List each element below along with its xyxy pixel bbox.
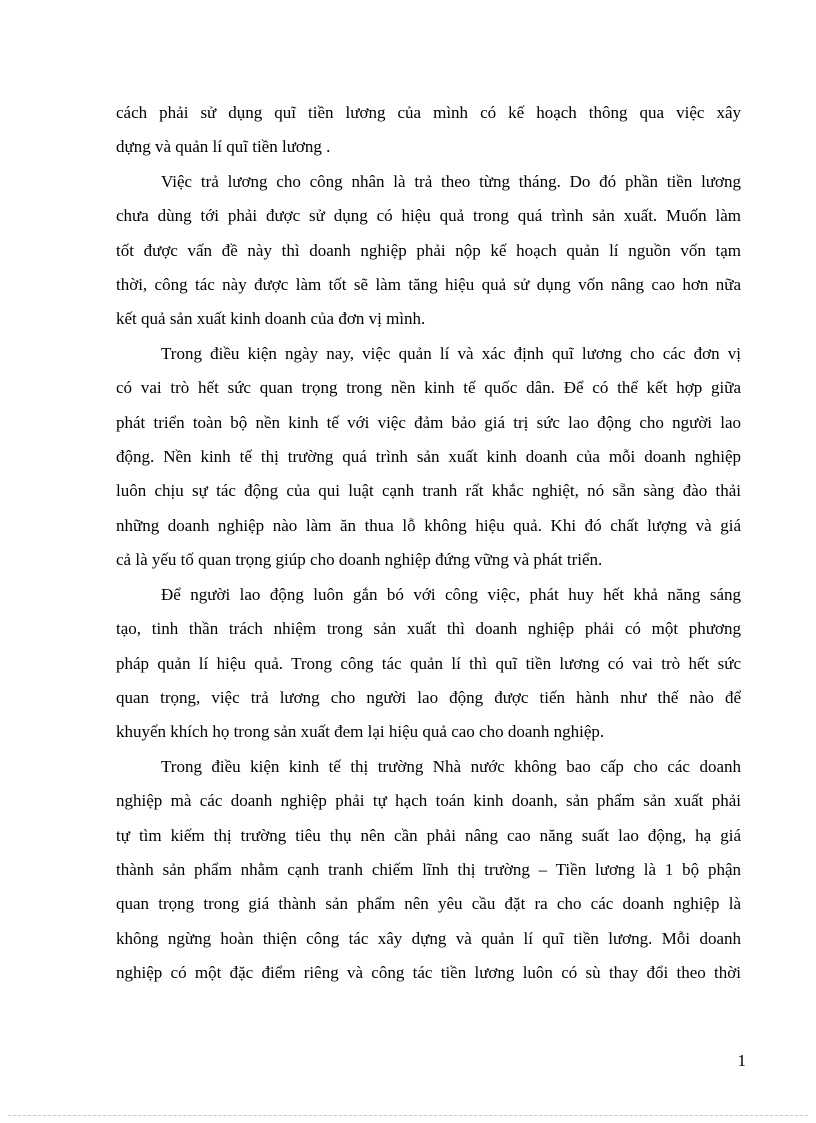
text-line: thời, công tác này được làm tốt sẽ làm tăng hiệu quả sử dụng vốn nâng cao hơn nữa <box>116 275 741 295</box>
text-line: Trong điều kiện ngày nay, việc quản lí và xác định quĩ lương cho các đơn vị <box>161 343 741 363</box>
text-line: những doanh nghiệp nào làm ăn thua lỗ không hiệu quả. Khi đó chất lượng và giá <box>116 515 741 535</box>
text-line: tạo, tinh thần trách nhiệm trong sản xuất thì doanh nghiệp phải có một phương <box>116 619 741 639</box>
paragraph-4 <box>116 578 741 750</box>
text-line: luôn chịu sự tác động của qui luật cạnh tranh rất khắc nghiệt, nó sẵn sàng đào thải <box>116 481 741 501</box>
text-line: Việc trả lương cho công nhân là trả theo từng tháng. Do đó phần tiền lương <box>161 171 741 191</box>
paragraph-1 <box>116 96 741 165</box>
text-line: không ngừng hoàn thiện công tác xây dựng và quản lí quĩ tiền lương. Mỗi doanh <box>116 928 741 948</box>
text-line: quan trọng trong giá thành sản phẩm nên yêu cầu đặt ra cho các doanh nghiệp là <box>116 894 741 914</box>
text-line: kết quả sản xuất kinh doanh của đơn vị mình. <box>116 309 426 329</box>
document-body <box>116 96 741 991</box>
paragraph-2 <box>116 165 741 337</box>
text-line: tốt được vấn đề này thì doanh nghiệp phải nộp kế hoạch quản lí nguồn vốn tạm <box>116 240 741 260</box>
text-line: tự tìm kiếm thị trường tiêu thụ nên cần phải nâng cao năng suất lao động, hạ giá <box>116 825 741 845</box>
text-line: dựng và quản lí quĩ tiền lương . <box>116 137 331 157</box>
text-line: động. Nền kinh tế thị trường quá trình sản xuất kinh doanh của mỗi doanh nghiệp <box>116 447 741 467</box>
text-line: quan trọng, việc trả lương cho người lao động được tiến hành như thế nào để <box>116 687 741 707</box>
text-line: cách phải sử dụng quĩ tiền lương của mình có kế hoạch thông qua việc xây <box>116 103 741 122</box>
text-line: cả là yếu tố quan trọng giúp cho doanh nghiệp đứng vững và phát triển. <box>116 550 603 570</box>
text-line: pháp quản lí hiệu quả. Trong công tác quản lí thì quĩ tiền lương có vai trò hết sức <box>116 653 741 673</box>
text-line: phát triển toàn bộ nền kinh tế với việc đảm bảo giá trị sức lao động cho người lao <box>116 412 741 432</box>
text-line: chưa dùng tới phải được sử dụng có hiệu quả trong quá trình sản xuất. Muốn làm <box>116 206 741 226</box>
paragraph-3 <box>116 337 741 578</box>
text-line: có vai trò hết sức quan trọng trong nền kinh tế quốc dân. Để có thể kết hợp giữa <box>116 378 741 398</box>
paragraph-5 <box>116 750 741 991</box>
text-line: thành sản phẩm nhằm cạnh tranh chiếm lĩnh thị trường – Tiền lương là 1 bộ phận <box>116 859 741 879</box>
page-number: 1 <box>737 1051 746 1070</box>
text-line: khuyến khích họ trong sản xuất đem lại hiệu quả cao cho doanh nghiệp. <box>116 722 605 742</box>
text-line: nghiệp mà các doanh nghiệp phải tự hạch toán kinh doanh, sản phẩm sản xuất phải <box>116 791 741 811</box>
page-bottom-border <box>8 1115 808 1116</box>
text-line: nghiệp có một đặc điểm riêng và công tác tiền lương luôn có sù thay đổi theo thời <box>116 963 741 983</box>
text-line: Trong điều kiện kinh tế thị trường Nhà nước không bao cấp cho các doanh <box>161 756 741 776</box>
text-line: Để người lao động luôn gắn bó với công việc, phát huy hết khả năng sáng <box>161 584 741 604</box>
